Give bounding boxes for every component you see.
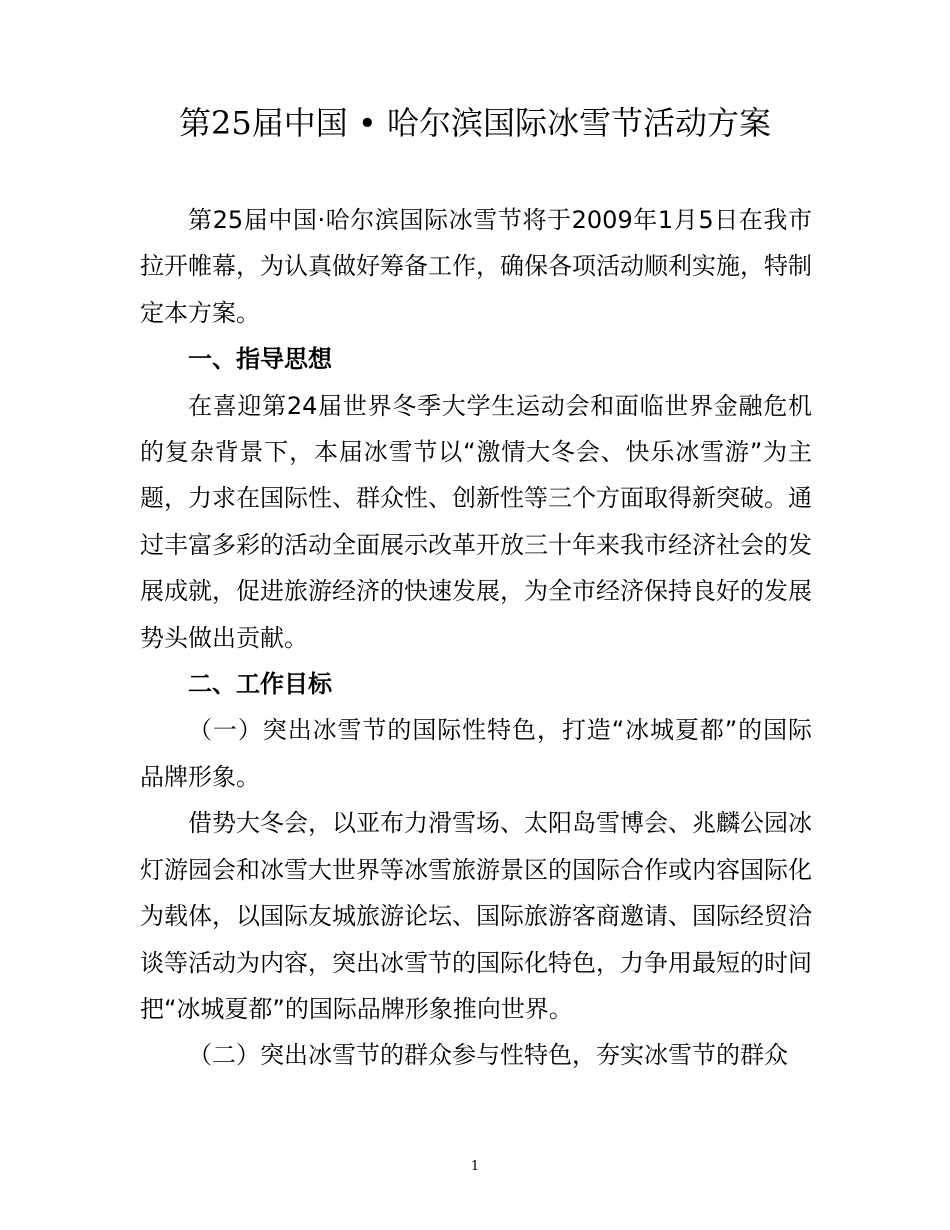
paragraph-guiding-ideology: 在喜迎第24届世界冬季大学生运动会和面临世界金融危机的复杂背景下，本届冰雪节以“激情大冬会、快乐冰雪游”为主题，力求在国际性、群众性、创新性等三个方面取得新突破。通过丰富多彩的活动全面展示改革开放三十年来我市经济社会的发展成就，促进旅游经济的快速发展，为全市经济保持良好的发展势头做出贡献。 <box>140 391 812 652</box>
page-number: 1 <box>470 1159 480 1174</box>
document-body <box>140 197 812 1079</box>
paragraph-goal-two: （二）突出冰雪节的群众参与性特色，夯实冰雪节的群众 <box>188 1041 788 1070</box>
section-heading-guiding-ideology: 一、指导思想 <box>188 345 332 374</box>
paragraph-goal-one: （一）突出冰雪节的国际性特色，打造“冰城夏都”的国际品牌形象。 <box>140 716 812 791</box>
paragraph-intro: 第25届中国·哈尔滨国际冰雪节将于2009年1月5日在我市拉开帷幕，为认真做好筹备工作，确保各项活动顺利实施，特制定本方案。 <box>140 206 812 327</box>
paragraph-goal-one-detail: 借势大冬会，以亚布力滑雪场、太阳岛雪博会、兆麟公园冰灯游园会和冰雪大世界等冰雪旅游景区的国际合作或内容国际化为载体，以国际友城旅游论坛、国际旅游客商邀请、国际经贸洽谈等活动为内容，突出冰雪节的国际化特色，力争用最短的时间把“冰城夏都”的国际品牌形象推向世界。 <box>140 809 812 1023</box>
section-heading-work-goals: 二、工作目标 <box>188 670 332 699</box>
document-title: 第25届中国 • 哈尔滨国际冰雪节活动方案 <box>179 104 771 142</box>
